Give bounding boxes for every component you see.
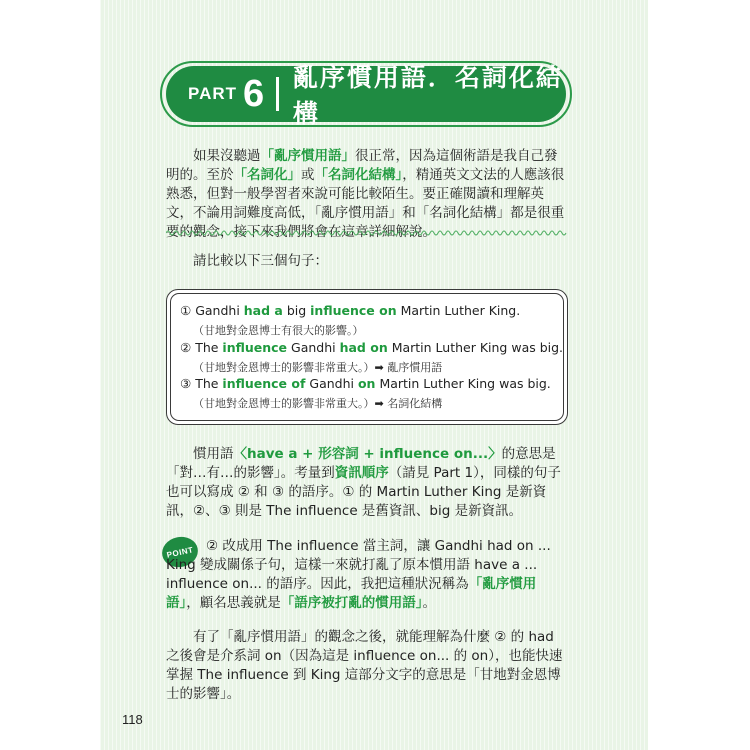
arrow-right-icon: ➡ <box>374 361 384 374</box>
arrow-right-icon: ➡ <box>374 397 384 410</box>
example-sentence-3: ③ The influence of Gandhi on Martin Luther King was big. <box>180 376 551 391</box>
wavy-divider <box>166 229 568 237</box>
point-paragraph: ② 改成用 The influence 當主詞，讓 Gandhi had on ... King 變成關係子句，這樣一來就打亂了原本慣用語 have a ... influence on... 的語序。因此，我把這種狀況稱為「亂序慣用語」，顧名思義就是「語序被打亂的慣用語」。 <box>166 538 551 611</box>
example-translation-2: （甘地對金恩博士的影響非常重大。）➡ 亂序慣用語 <box>193 361 443 374</box>
part-banner <box>166 63 566 128</box>
conclusion-paragraph: 有了「亂序慣用語」的觀念之後，就能理解為什麼 ② 的 had 之後會是介系詞 on（因為這是 influence on... 的 on），也能快速掌握 The influence 到 King 這部分文字的意思是「甘地對金恩博士的影響」。 <box>166 629 563 702</box>
example-sentence-1: ① Gandhi had a big influence on Martin Luther King. <box>180 303 521 318</box>
part-label: PART <box>188 84 238 103</box>
example-translation-3: （甘地對金恩博士的影響非常重大。）➡ 名詞化結構 <box>193 397 443 410</box>
compare-prompt: 請比較以下三個句子： <box>193 253 328 269</box>
banner-divider <box>276 77 279 111</box>
example-sentence-2: ② The influence Gandhi had on Martin Luther King was big. <box>180 340 564 355</box>
example-translation-1: （甘地對金恩博士有很大的影響。） <box>193 324 364 337</box>
explanation-paragraph: 慣用語〈have a + 形容詞 + influence on...〉的意思是「對…有…的影響」。考量到資訊順序（請見 Part 1），同樣的句子也可以寫成 ② 和 ③ 的語序。① 的 Martin Luther King 是新資訊，②、③ 則是 The influence 是舊資訊、big 是新資訊。 <box>166 446 561 519</box>
page-number: 118 <box>122 712 143 727</box>
chapter-title: 亂序慣用語．名詞化結構 <box>292 63 563 128</box>
point-badge-icon: POINT <box>159 534 200 571</box>
intro-paragraph: 如果沒聽過「亂序慣用語」很正常，因為這個術語是我自己發明的。至於「名詞化」或「名詞化結構」，精通英文文法的人應該很熟悉，但對一般學習者來說可能比較陌生。要正確閱讀和理解英文，不論用詞難度高低，「亂序慣用語」和「名詞化結構」都是很重要的觀念，接下來我們將會在這章詳細解說。 <box>166 148 565 240</box>
part-number: 6 <box>243 73 265 115</box>
